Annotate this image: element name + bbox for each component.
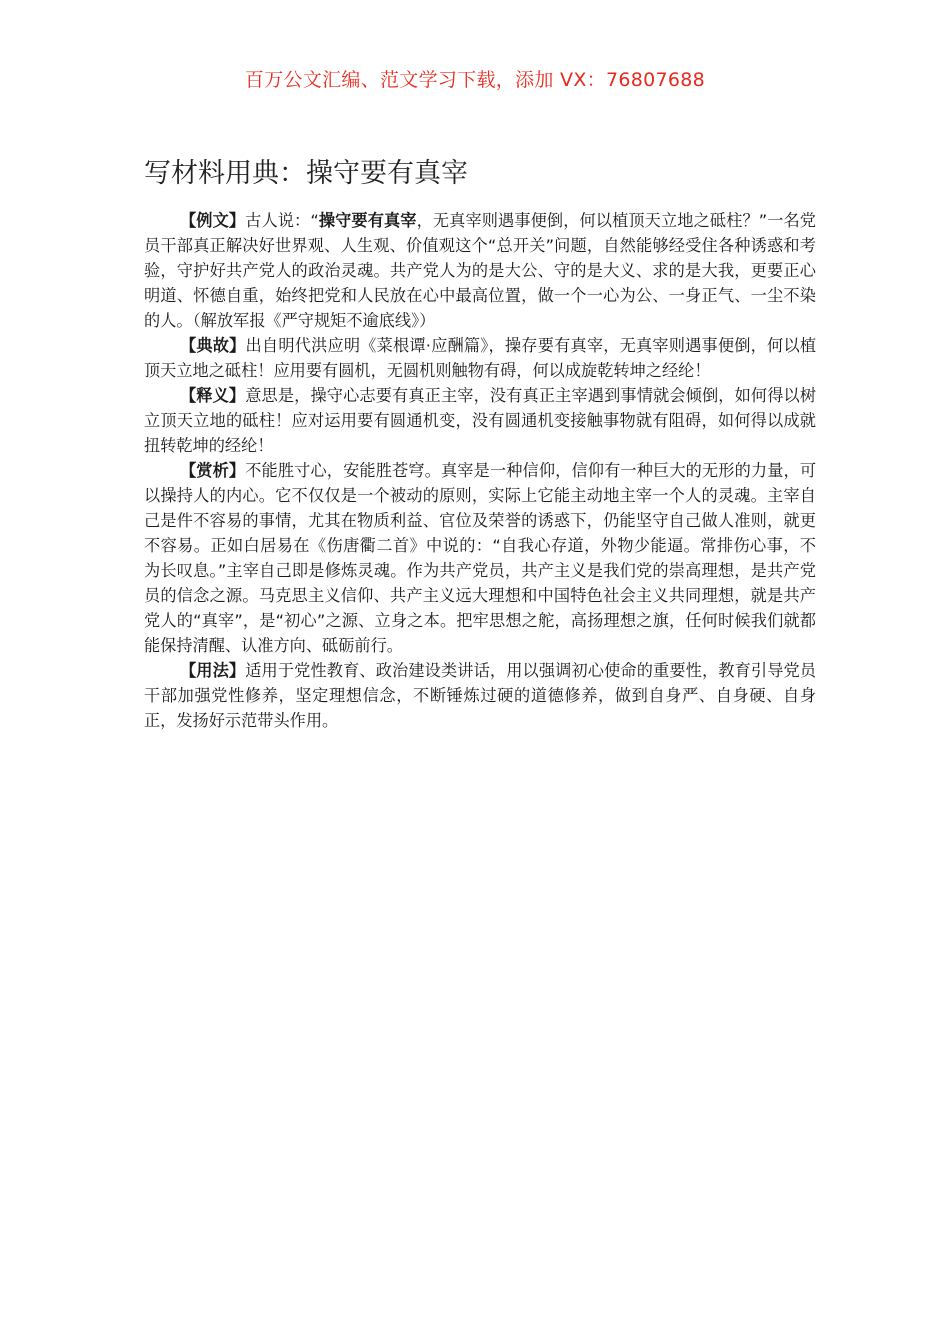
paragraph-tag-source: 【典故】: [180, 336, 246, 355]
paragraph-usage: [144, 658, 816, 733]
example-bold-quote: 操守要有真宰: [318, 211, 417, 230]
example-body-text: ，无真宰则遇事便倒，何以植顶天立地之砥柱？”一名党员干部真正解决好世界观、人生观、价值观这个“总开关”问题，自然能够经受住各种诱惑和考验，守护好共产党人的政治灵魂。共产党人为的是大公、守的是大义、求的是大我，更要正心明道、怀德自重，始终把党和人民放在心中最高位置，做一个一心为公、一身正气、一尘不染的人。（解放军报《严守规矩不逾底线》）: [144, 211, 816, 330]
paragraph-tag-appreciation: 【赏析】: [180, 461, 246, 480]
document-title: 写材料用典：操守要有真宰: [144, 158, 468, 189]
paragraph-tag-usage: 【用法】: [180, 661, 246, 680]
source-body-text: 出自明代洪应明《菜根谭·应酬篇》，操存要有真宰，无真宰则遇事便倒，何以植顶天立地之砥柱！应用要有圆机，无圆机则触物有碍，何以成旋乾转坤之经纶！: [144, 336, 817, 380]
paragraph-tag-example: 【例文】: [180, 211, 246, 230]
meaning-body-text: 意思是，操守心志要有真正主宰，没有真正主宰遇到事情就会倾倒，如何得以树立顶天立地的砥柱！应对运用要有圆通机变，没有圆通机变接触事物就有阻碍，如何得以成就扭转乾坤的经纶！: [144, 386, 817, 455]
paragraph-source: [144, 333, 816, 383]
document-body: [144, 208, 816, 733]
paragraph-appreciation: [144, 458, 816, 658]
paragraph-tag-meaning: 【释义】: [180, 386, 246, 405]
appreciation-body-text: 不能胜寸心，安能胜苍穹。真宰是一种信仰，信仰有一种巨大的无形的力量，可以操持人的内心。它不仅仅是一个被动的原则，实际上它能主动地主宰一个人的灵魂。主宰自己是件不容易的事情，尤其在物质利益、官位及荣誉的诱惑下，仍能坚守自己做人准则，就更不容易。正如白居易在《伤唐衢二首》中说的：“自我心存道，外物少能逼。常排伤心事，不为长叹息。”主宰自己即是修炼灵魂。作为共产党员，共产主义是我们党的崇高理想，是共产党员的信念之源。马克思主义信仰、共产主义远大理想和中国特色社会主义共同理想，就是共产党人的“真宰”，是“初心”之源、立身之本。把牢思想之舵，高扬理想之旗，任何时候我们就都能保持清醒、认准方向、砥砺前行。: [144, 461, 817, 655]
paragraph-meaning: [144, 383, 816, 458]
watermark-banner: 百万公文汇编、范文学习下载，添加 VX：76807688: [244, 69, 706, 91]
usage-body-text: 适用于党性教育、政治建设类讲话，用以强调初心使命的重要性，教育引导党员干部加强党性修养，坚定理想信念，不断锤炼过硬的道德修养，做到自身严、自身硬、自身正，发扬好示范带头作用。: [144, 661, 817, 730]
paragraph-example: [144, 208, 816, 333]
example-lead-text: 古人说：“: [245, 211, 319, 230]
